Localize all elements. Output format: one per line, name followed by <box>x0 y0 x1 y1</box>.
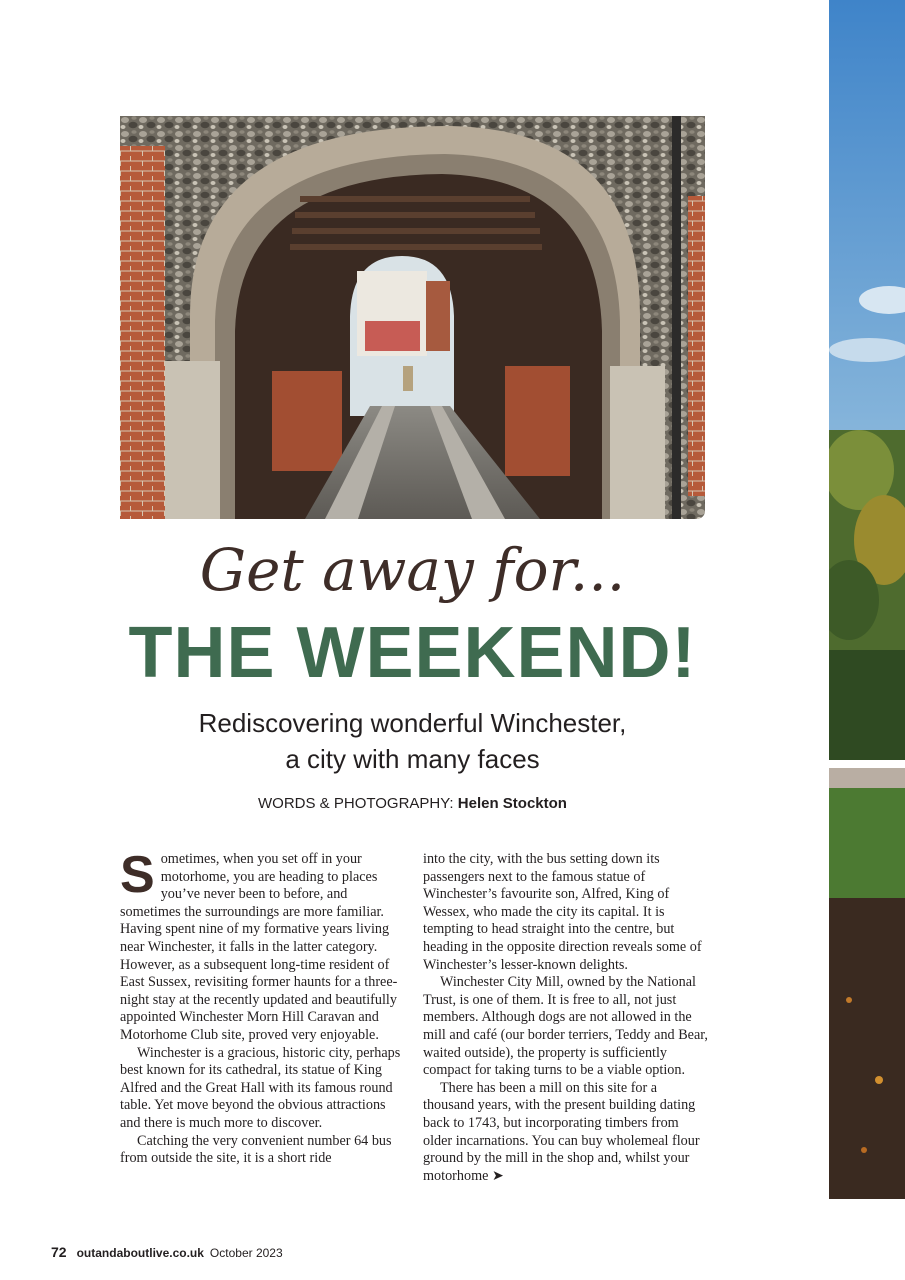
body-column-left <box>120 846 405 1168</box>
headline-kicker: Get away for... <box>199 536 626 604</box>
standfirst-line-1: Rediscovering wonderful Winchester, <box>198 708 627 738</box>
standfirst <box>150 705 675 777</box>
body-column-right <box>423 851 708 1185</box>
body-paragraph: Winchester is a gracious, historic city, perhaps best known for its cathedral, its statue of King Alfred and the Great Hall with its famous round table. Yet move beyond the obvious attractions and there is much more to discover. <box>120 1044 401 1131</box>
hero-photo-archway <box>120 116 705 519</box>
body-paragraph: into the city, with the bus setting down its passengers next to the famous statue of Winchester’s favourite son, Alfred, King of Wessex, who made the city its capital. It is tempting to head straight into the centre, but heading in the opposite direction reveals some of Winchester’s lesser-known delights. <box>423 851 702 973</box>
footer-website: outandaboutlive.co.uk <box>76 1246 204 1260</box>
byline-label: WORDS & PHOTOGRAPHY: <box>258 795 458 812</box>
headline-title: THE WEEKEND! <box>128 613 697 693</box>
byline-author: Helen Stockton <box>457 795 567 812</box>
footer-issue-date: October 2023 <box>209 1246 283 1260</box>
body-paragraph: Winchester City Mill, owned by the National Trust, is one of them. It is free to all, not just members. Although dogs are not allowed in the mill and café (our border terriers, Teddy and Bear, waited outside), the property is sufficiently compact for taking turns to be a viable option. <box>423 974 708 1079</box>
page-footer <box>51 1244 283 1260</box>
byline <box>120 795 705 812</box>
side-photo-park <box>829 0 905 1199</box>
body-paragraph: There has been a mill on this site for a thousand years, with the present building dating back to 1743, but incorporating timbers from older incarnations. You can buy wholemeal flour ground by the mill in the shop and, whilst your motorhome ➤ <box>423 1079 700 1184</box>
page-number: 72 <box>51 1244 67 1260</box>
body-paragraph-text: ometimes, when you set off in your motorhome, you are heading to places you’ve never been to before, and sometimes the surroundings are more familiar. Having spent nine of my formative years living near Winchester, it falls in the latter category. However, as a subsequent long-time resident of East Sussex, revisiting former haunts for a three-night stay at the recently updated and beautifully appointed Winchester Morn Hill Caravan and Motorhome Club site, proved very enjoyable. <box>120 851 398 1043</box>
standfirst-line-2: a city with many faces <box>285 744 540 774</box>
body-paragraph <box>120 846 405 1045</box>
drop-cap: S <box>120 846 155 904</box>
body-paragraph: Catching the very convenient number 64 bus from outside the site, it is a short ride <box>120 1132 392 1167</box>
